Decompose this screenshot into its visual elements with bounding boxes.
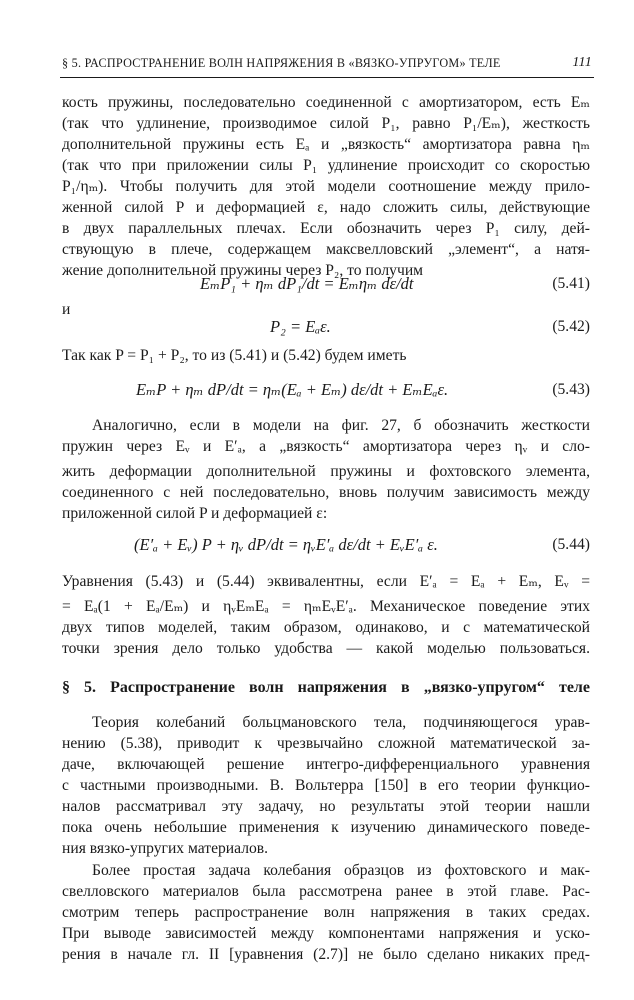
text-line: с частными производными. В. Вольтерра [150] в его теории функцио- <box>62 777 590 794</box>
text-line: пока очень небольшие применения к изучению динамического поведе- <box>62 819 590 836</box>
text-line: рения в начале гл. II [уравнения (2.7)] не было сделано никаких пред- <box>62 946 590 963</box>
equation-5-42 <box>62 313 590 341</box>
equation-number: (5.42) <box>552 318 590 335</box>
text-line: (так что удлинение, производимое силой P₁, равно P₁/Eₘ), жесткость <box>62 115 590 132</box>
text-line: При выводе зависимостей между компонентами напряжения и уско- <box>62 925 590 942</box>
text-line: P₁/ηₘ). Чтобы получить для этой модели соотношение между прило- <box>62 178 590 195</box>
text-line: ния вязко-упругих материалов. <box>62 840 269 857</box>
equation-number: (5.44) <box>552 536 590 553</box>
text-line: жить деформации дополнительной пружины и фохтовского элемента, <box>62 463 590 480</box>
equation-number: (5.43) <box>552 381 590 398</box>
text-line: (так что при приложении силы P₁ удлинение происходит со скоростью <box>62 157 590 174</box>
text-line: пружин через Eᵥ и E′ₐ, а „вязкость“ амортизатора через ηᵥ и сло- <box>62 438 590 455</box>
text-line: Более простая задача колебания образцов из фохтовского и мак- <box>92 862 590 879</box>
equation-formula: EₘP₁ + ηₘ dP₁/dt = Eₘηₘ dε/dt <box>200 274 414 293</box>
equation-5-41 <box>62 270 590 298</box>
text-line: ствующую в плече, содержащем максвелловский „элемент“, а натя- <box>62 241 590 258</box>
text-line: жение дополнительной пружины через P₂, то получим <box>62 262 424 279</box>
text-line: свелловского материалов была рассмотрена ранее в этой главе. Рас- <box>62 883 590 900</box>
text-line: Так как P = P₁ + P₂, то из (5.41) и (5.42) будем иметь <box>62 347 407 364</box>
text-line: в двух параллельных плечах. Если обозначить через P₁ силу, дей- <box>62 220 590 237</box>
equation-5-43 <box>62 376 590 404</box>
text-line: Аналогично, если в модели на фиг. 27, б обозначить жесткости <box>92 417 590 434</box>
text-line: точки зрения дело только удобства — какой моделью пользоваться. <box>62 640 590 657</box>
text-line: дополнительной пружины есть Eₐ и „вязкость“ амортизатора равна ηₘ <box>62 136 590 153</box>
running-head <box>62 56 592 71</box>
text-line: = Eₐ(1 + Eₐ/Eₘ) и ηᵥEₘEₐ = ηₘEᵥE′ₐ. Механическое поведение этих <box>62 598 590 615</box>
text-line: женной силой P и деформацией ε, надо сложить силы, действующие <box>62 199 590 216</box>
equation-formula: EₘP + ηₘ dP/dt = ηₘ(Eₐ + Eₘ) dε/dt + EₘEₐε. <box>136 380 449 399</box>
page-number: 111 <box>572 55 592 70</box>
equation-number: (5.41) <box>552 275 590 292</box>
text-line: приложенной силой P и деформацией ε: <box>62 505 328 522</box>
conjunction: и <box>62 301 71 318</box>
text-line: Уравнения (5.43) и (5.44) эквивалентны, если E′ₐ = Eₐ + Eₘ, Eᵥ = <box>62 573 590 590</box>
text-line: двух типов моделей, таким образом, одинаково, и с математической <box>62 619 590 636</box>
text-line: нению (5.38), приводит к чрезвычайно сложной математической за- <box>62 735 590 752</box>
text-line: кость пружины, последовательно соединенной с амортизатором, есть Eₘ <box>62 94 590 111</box>
header-rule <box>60 77 594 78</box>
equation-formula: (E′ₐ + Eᵥ) P + ηᵥ dP/dt = ηᵥE′ₐ dε/dt + EᵥE′ₐ ε. <box>134 535 438 554</box>
equation-5-44 <box>62 531 590 559</box>
section-heading: § 5. Распространение волн напряжения в „вязко-упругом“ теле <box>62 679 590 696</box>
text-line: соединенного с ней последовательно, вновь получим зависимость между <box>62 484 590 501</box>
text-line: Теория колебаний больцмановского тела, подчиняющегося урав- <box>92 714 590 731</box>
equation-formula: P₂ = Eₐε. <box>270 317 331 336</box>
running-head-title: § 5. РАСПРОСТРАНЕНИЕ ВОЛН НАПРЯЖЕНИЯ В «ВЯЗКО-УПРУГОМ» ТЕЛЕ <box>62 56 501 70</box>
text-line: смотрим теперь распространение волн напряжения в таких средах. <box>62 904 590 921</box>
text-line: налов рассматривал эту задачу, но результаты этой теории нашли <box>62 798 590 815</box>
text-line: даче, включающей решение интегро-дифференциального уравнения <box>62 756 590 773</box>
